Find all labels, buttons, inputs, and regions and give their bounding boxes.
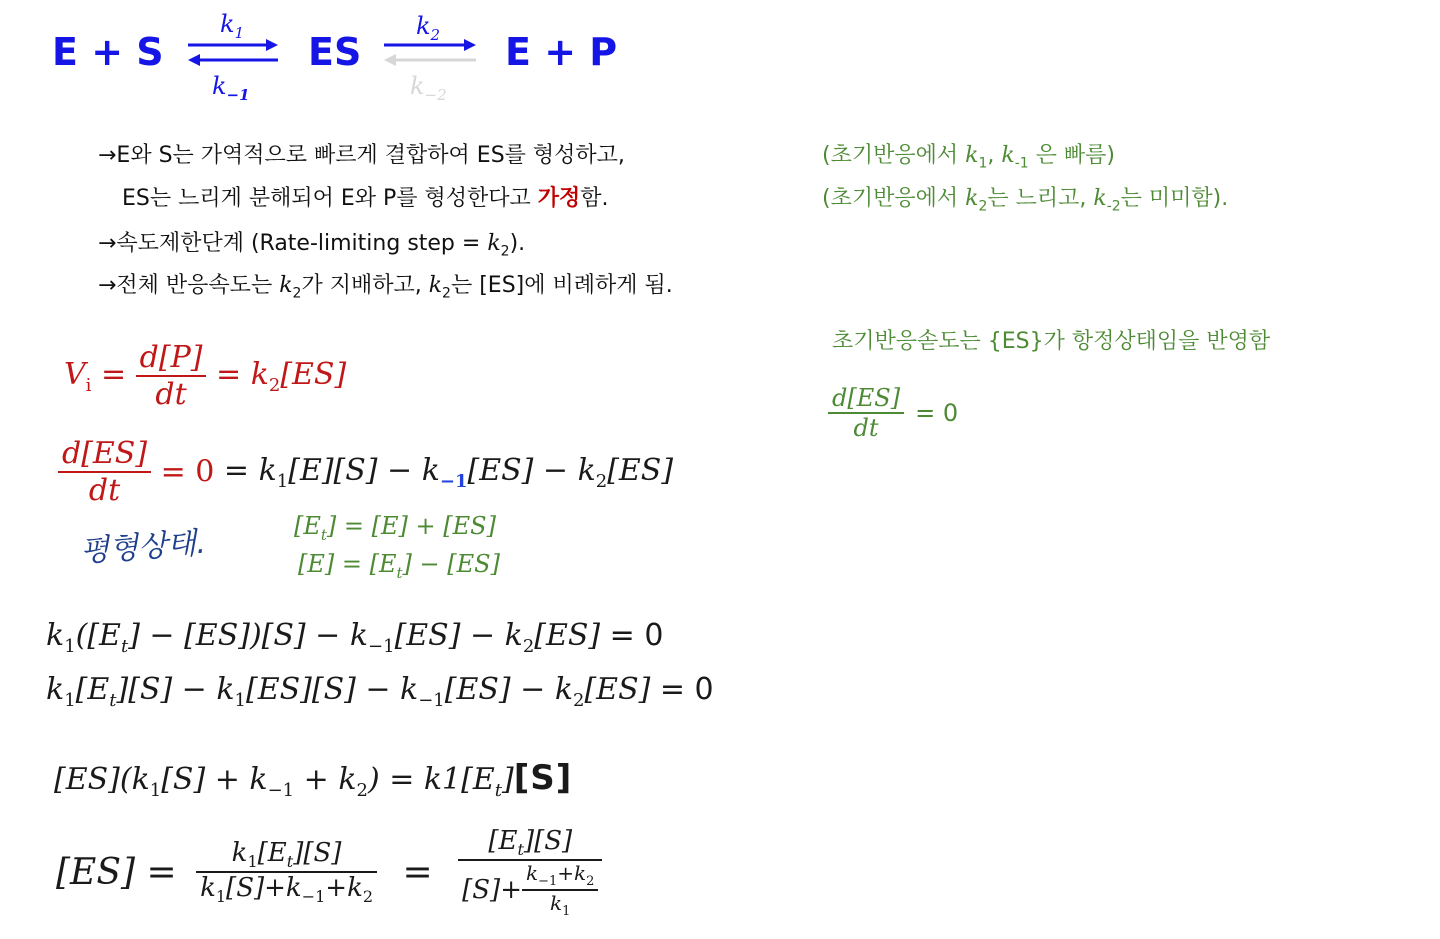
reaction-right: E + P xyxy=(505,30,618,74)
side-note-2: (초기반응에서 $k_2$는 느리고, $k_{-2}$는 미미함). xyxy=(822,186,1229,215)
reaction-left: E + S xyxy=(52,30,164,74)
note-line-1: →E와 S는 가역적으로 빠르게 결합하여 ES를 형성하고, xyxy=(98,143,625,168)
reaction-middle: ES xyxy=(308,30,362,74)
k1-label: $k_1$ xyxy=(220,10,245,42)
forward-arrow-icon xyxy=(380,36,480,68)
derivation-line-1: $k_1([E_t] - [ES])[S] - k_{-1}[ES] - k_2[ES] = 0$ xyxy=(46,618,664,657)
side-note-1: (초기반응에서 $k_1$, $k_{-1}$ 은 빠름) xyxy=(822,143,1115,172)
handwritten-note: 평형상태. xyxy=(79,525,207,570)
k2-label: $k_2$ xyxy=(416,12,441,44)
steady-state-note: 초기반응솓도는 {ES}가 항정상태임을 반영함 xyxy=(832,329,1271,354)
derivation-line-3: $[ES](k_1[S] + k_{-1} + k_2) = k1[E_t][S]$ xyxy=(54,758,573,801)
note-line-4: →전체 반응속도는 $k_2$가 지배하고, $k_2$는 [ES]에 비례하게 됨. xyxy=(98,273,673,302)
handwritten-s: [S] xyxy=(513,758,573,798)
derivation-line-2: $k_1[E_t][S] - k_1[ES][S] - k_{-1}[ES] - k_2[ES] = 0$ xyxy=(46,672,714,711)
reversible-arrow-icon xyxy=(184,36,282,68)
note-line-3: →속도제한단계 (Rate-limiting step = $k_2$). xyxy=(98,231,526,260)
final-equation: [ES] = $\frac{k_1[E_t][S]}{k_1[S]+k_{-1}+k_2}$ = $[E_t][S]$ [S]+ $\frac{k_{-1}+k_2}{k_1}$ xyxy=(56,826,602,919)
steady-state-equation: $\frac{d[ES]}{dt}$ = 0 xyxy=(828,384,958,442)
et-equation-1: $[E_t] = [E] + [ES]$ xyxy=(294,512,496,544)
des-equation: $\frac{d[ES]}{dt}$ = $0 = k_1[E][S] - k_{-1}[ES] - k_2[ES]$ xyxy=(58,436,673,508)
km2-label: $k_{-2}$ xyxy=(410,72,447,104)
vi-equation: $V_i$ = $\frac{d[P]}{dt}$ = $k_2[ES]$ xyxy=(64,340,347,412)
et-equation-2: $[E] = [E_t] - [ES]$ xyxy=(298,550,500,582)
note-line-2: ES는 느리게 분해되어 E와 P를 형성한다고 가정함. xyxy=(122,186,609,211)
km1-label: $k_{-1}$ xyxy=(212,72,250,104)
